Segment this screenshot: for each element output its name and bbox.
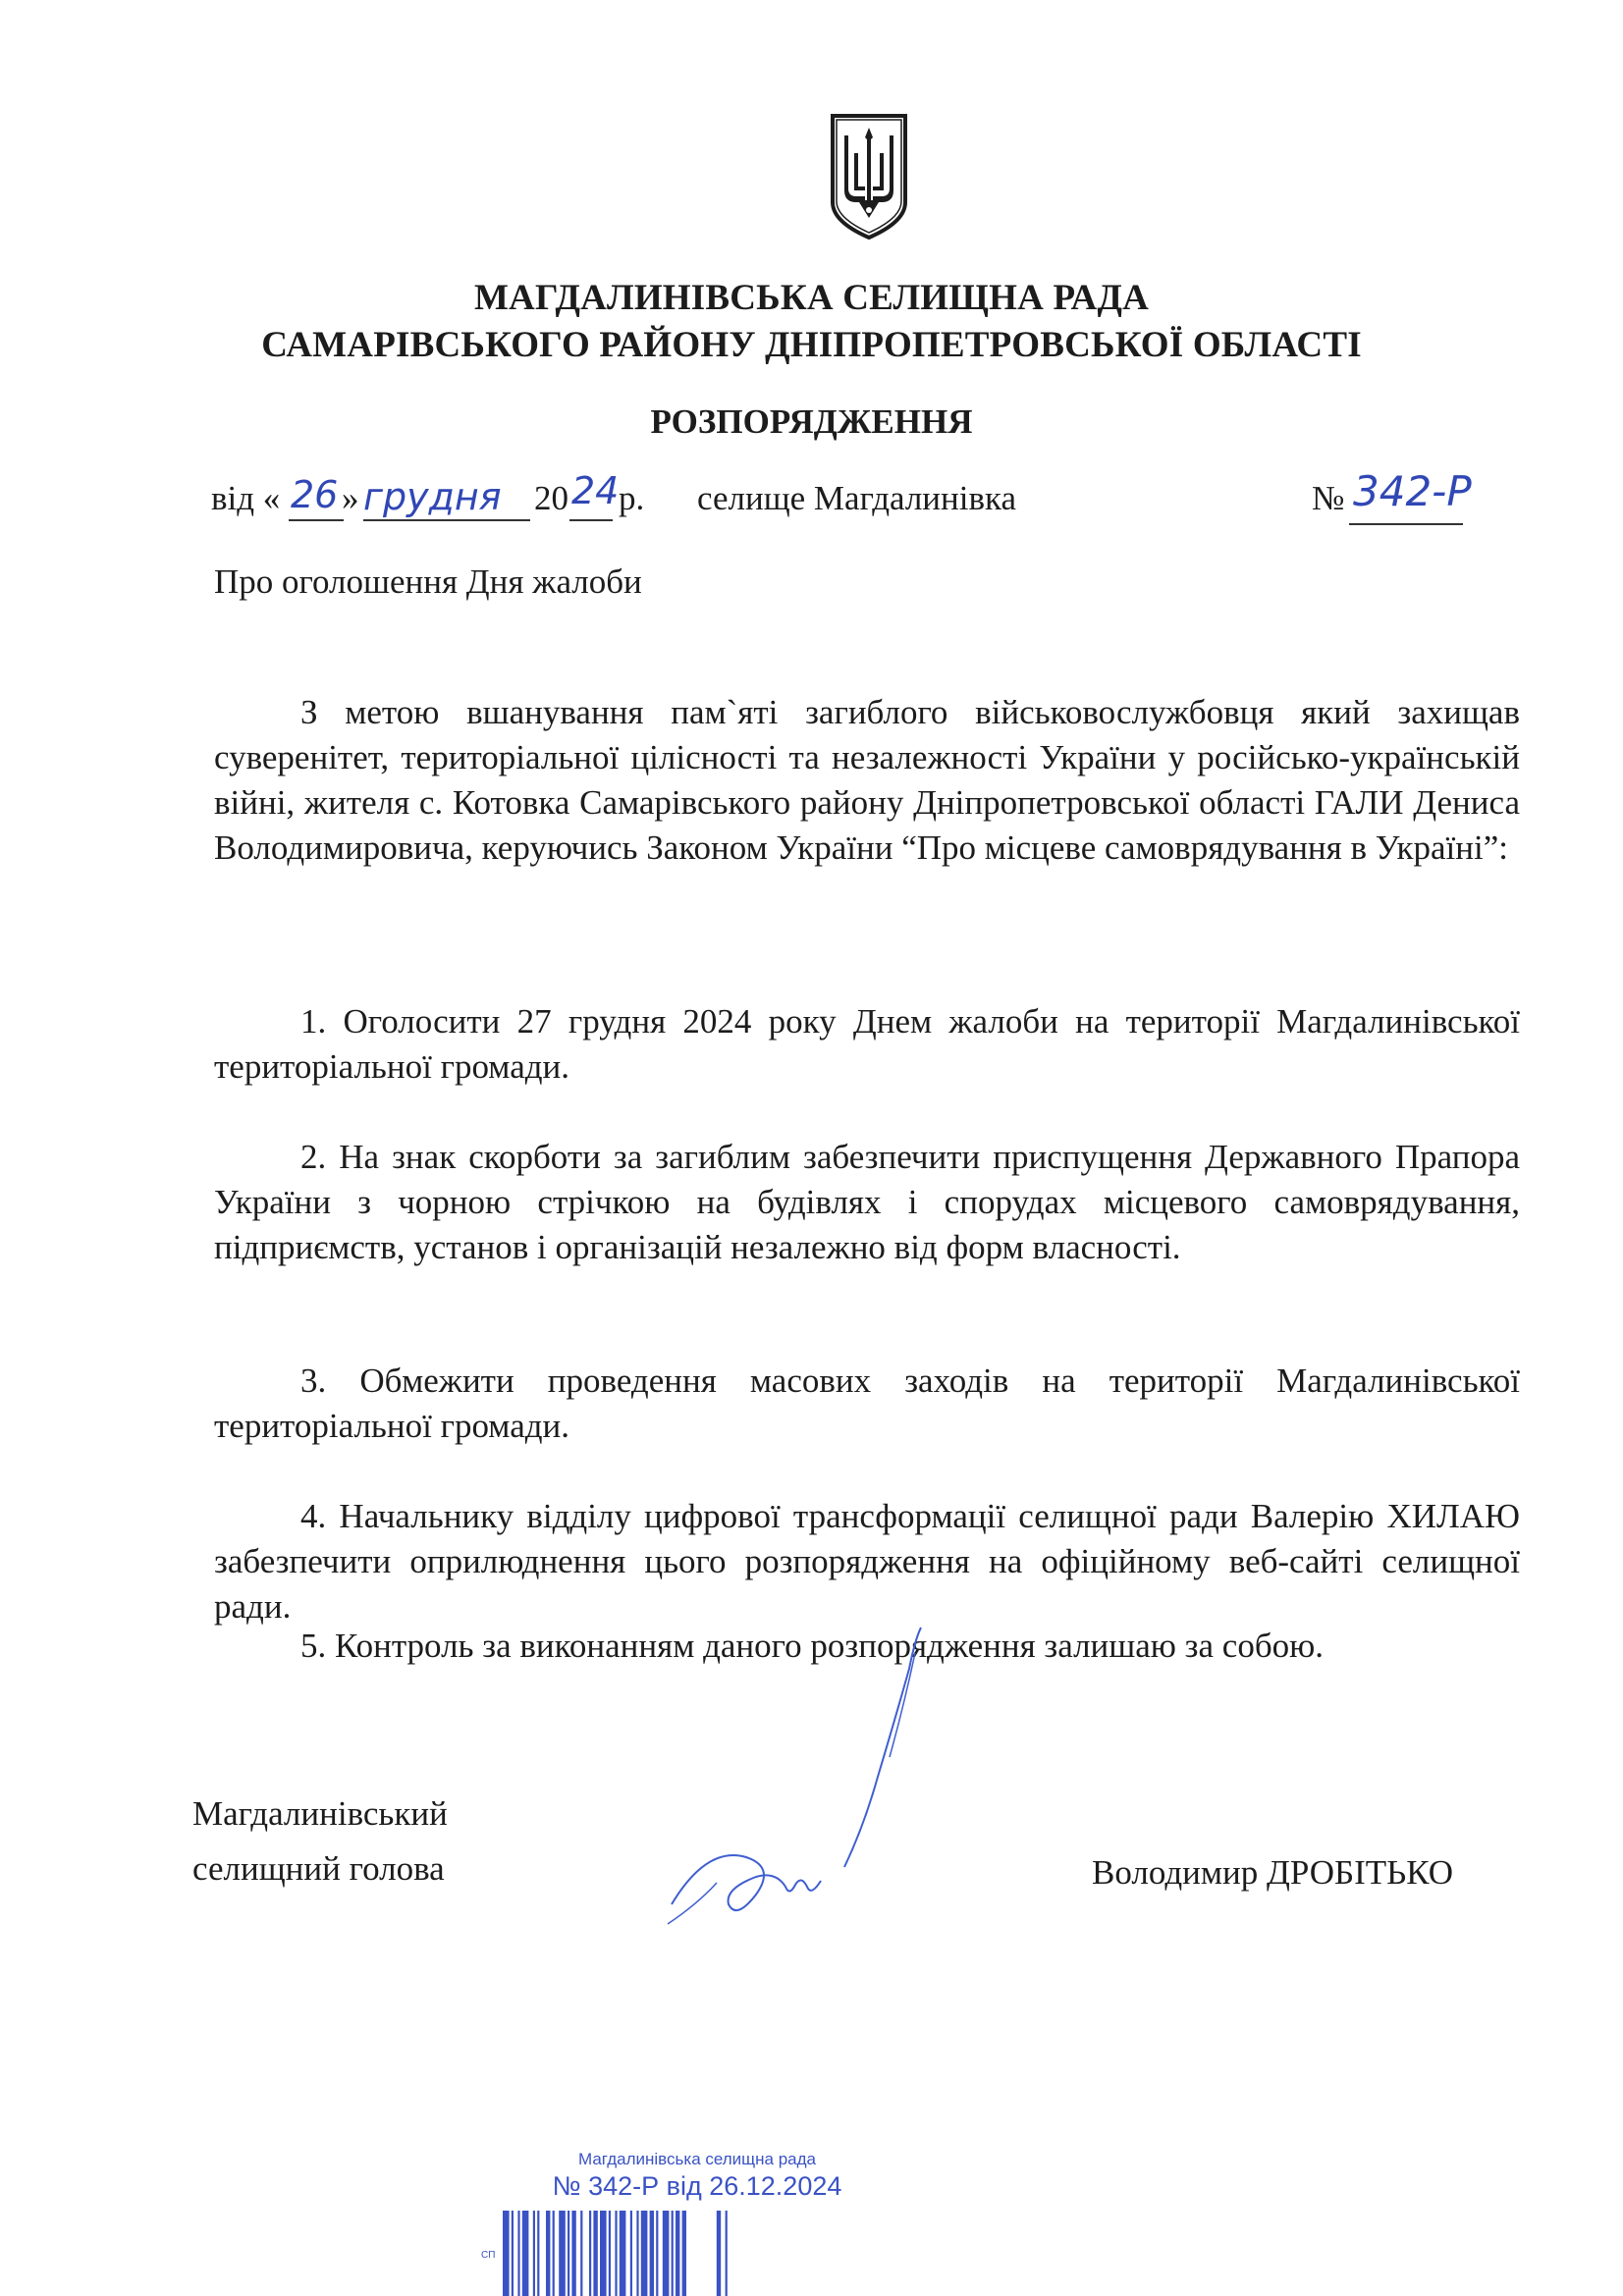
barcode-bar [537,2211,539,2296]
barcode-bar [571,2211,575,2296]
barcode-bar [650,2211,654,2296]
barcode-bar [663,2211,670,2296]
barcode-bar [641,2211,648,2296]
barcode [503,2211,895,2296]
date-month-handwritten: грудня [363,475,502,518]
date-number-row [0,467,1623,536]
barcode-bar [726,2211,728,2296]
barcode-bar [615,2211,617,2296]
barcode-bar [600,2211,607,2296]
document-subject: Про оголошення Дня жалоби [214,562,642,601]
document-type: РОЗПОРЯДЖЕННЯ [650,402,973,441]
barcode-bar [589,2211,591,2296]
place-name: селище Магдалинівка [697,479,1017,517]
barcode-bar [676,2211,679,2296]
barcode-bar [656,2211,658,2296]
barcode-bar [630,2211,632,2296]
stamp-organization: Магдалинівська селищна рада [577,2150,817,2168]
barcode-bar [517,2211,519,2296]
signatory-name: Володимир ДРОБІТЬКО [1092,1853,1454,1892]
barcode-bar [682,2211,686,2296]
barcode-bar [503,2211,510,2296]
barcode-bar [636,2211,638,2296]
stamp-code: СП [481,2250,496,2261]
barcode-bar [522,2211,529,2296]
barcode-bar [559,2211,566,2296]
organization-name: МАГДАЛИНІВСЬКА СЕЛИЩНА РАДА [473,278,1150,318]
barcode-bar [609,2211,611,2296]
stamp-registration-number: № 342-Р від 26.12.2024 [552,2171,842,2201]
barcode-bar [546,2211,550,2296]
organization-region: САМАРІВСЬКОГО РАЙОНУ ДНІПРОПЕТРОВСЬКОЇ ОБЛАСТІ [261,325,1362,365]
handwritten-signature [638,1610,933,1944]
date-from-label: від « [211,479,281,517]
date-year-prefix: 20 [534,479,568,517]
list-item: 1. Оголосити 27 грудня 2024 року Днем жалоби на території Магдалинівської територіальної громади. [214,1002,1520,1086]
list-item: 2. На знак скорботи за загиблим забезпечити приспущення Державного Прапора України з чорною стрічкою на будівлях і спорудах місцевого самоврядування, підприємств, установ і організацій незалежно від форм власності. [214,1138,1520,1266]
barcode-bar [593,2211,597,2296]
barcode-bar [620,2211,626,2296]
order-number-handwritten: 342-Р [1353,467,1472,515]
date-day-close: » [342,479,359,517]
barcode-bar [580,2211,582,2296]
signatory-position-line2: селищний голова [192,1849,445,1888]
date-underline [285,512,658,532]
barcode-bar [512,2211,514,2296]
list-item: 5. Контроль за виконанням даного розпорядження залишаю за собою. [300,1627,1325,1665]
registration-stamp [481,2150,913,2296]
date-day-handwritten: 26 [291,473,339,516]
list-item: 4. Начальнику відділу цифрової трансформації селищної ради Валерію ХИЛАЮ забезпечити оприлюднення цього розпорядження на офіційному веб-сайті селищної ради. [214,1497,1520,1626]
list-item: 3. Обмежити проведення масових заходів на території Магдалинівської територіальної громади. [214,1362,1520,1445]
trident-coat-of-arms-icon [827,112,911,241]
number-label: № [1312,479,1345,517]
barcode-bar [553,2211,555,2296]
barcode-bar [717,2211,721,2296]
signatory-position-line1: Магдалинівський [192,1794,448,1833]
signatory-position [192,1787,448,1896]
date-year-suffix: р. [619,479,645,517]
barcode-bar [568,2211,569,2296]
preamble-paragraph: З метою вшанування пам`яті загиблого військовослужбовця який захищав суверенітет, територіальної цілісності та незалежності України у російсько-українській війні, жителя с. Котовка Самарівського району Дніпропетровської області ГАЛИ Дениса Володимировича, керуючись Законом України “Про місцеве самоврядування в Україні”: [214,693,1520,867]
barcode-bar [533,2211,535,2296]
date-year-handwritten: 24 [571,469,620,512]
number-underline [1349,516,1496,532]
barcode-bar [672,2211,674,2296]
